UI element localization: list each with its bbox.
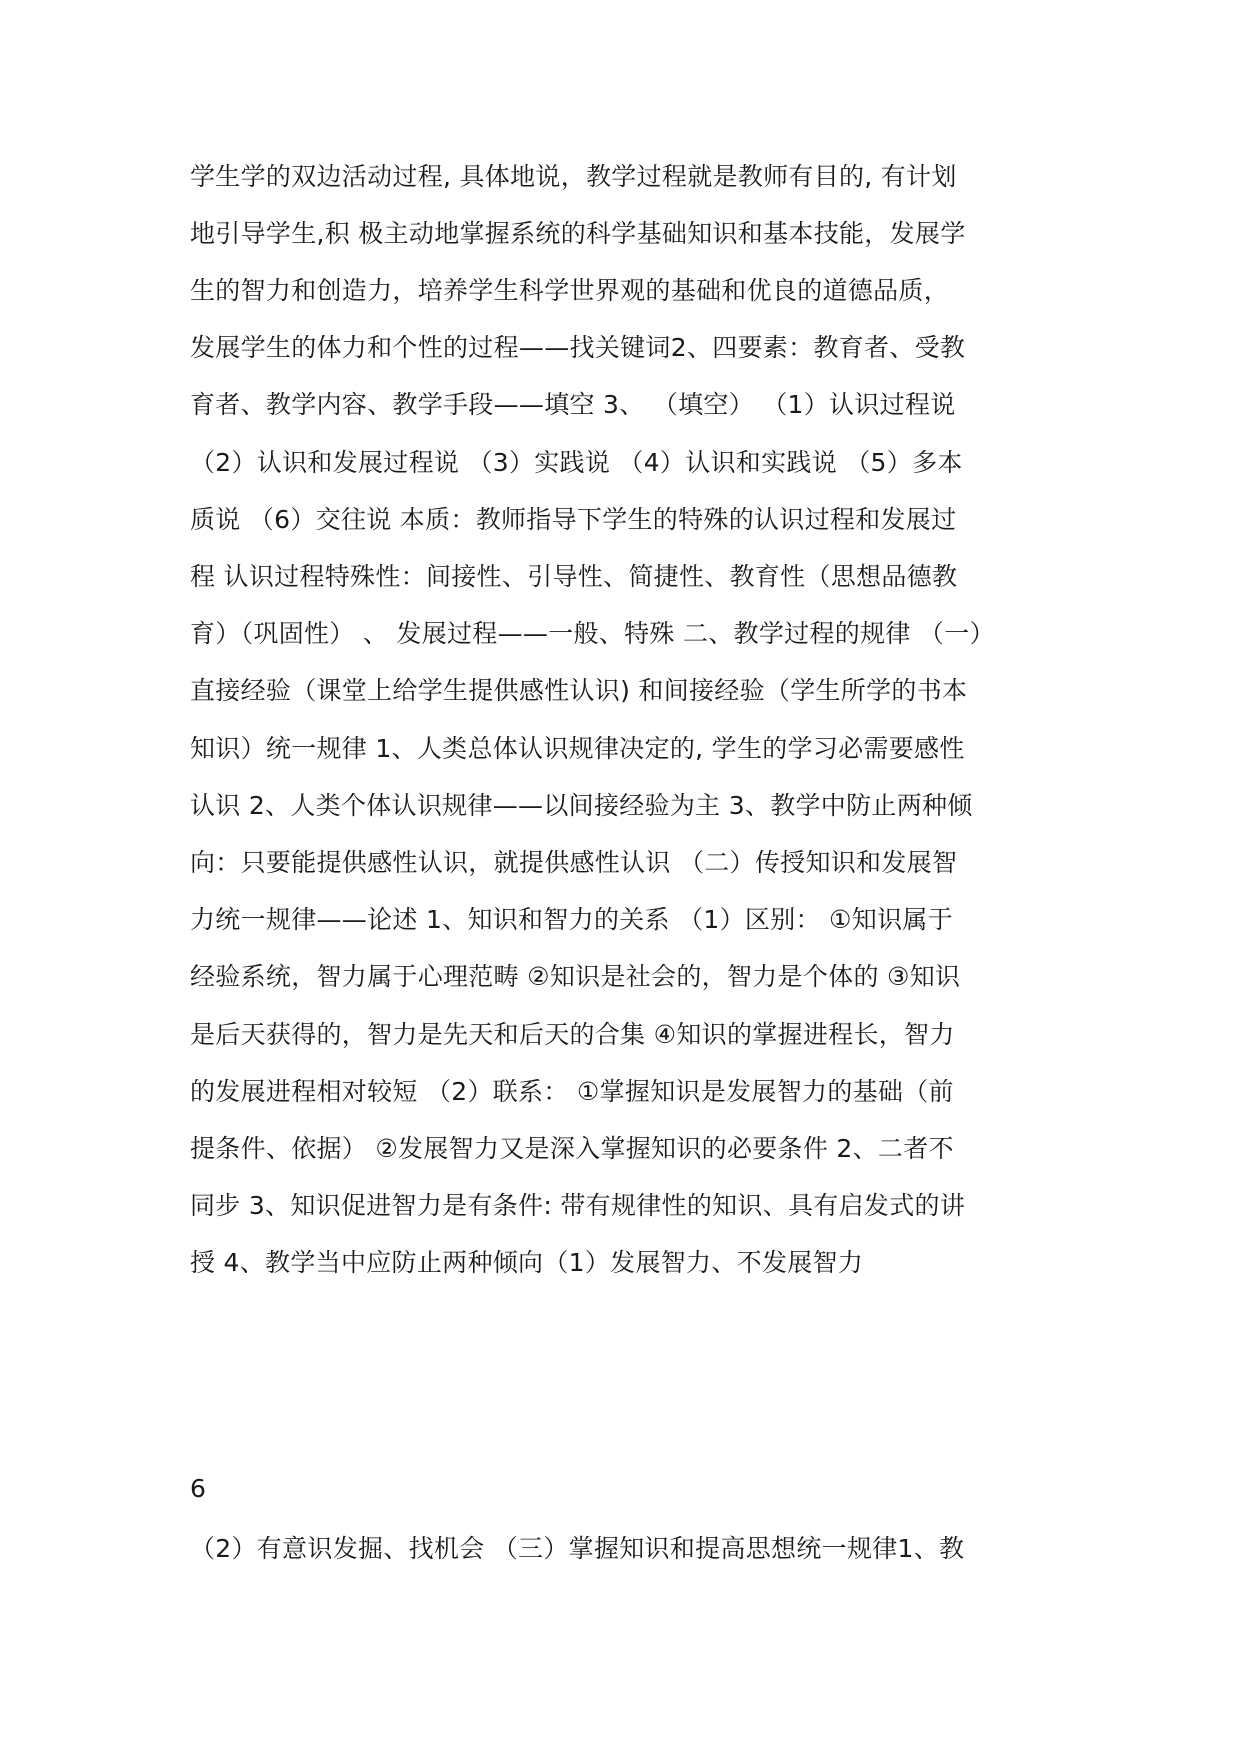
text-line: 同步 3、知识促进智力是有条件: 带有规律性的知识、具有启发式的讲 — [190, 1191, 966, 1220]
text-line: 认识 2、人类个体认识规律——以间接经验为主 3、教学中防止两种倾 — [190, 791, 973, 820]
text-line: 发展学生的体力和个性的过程——找关键词2、四要素：教育者、受教 — [190, 333, 966, 362]
text-line: 的发展进程相对较短 （2）联系： ①掌握知识是发展智力的基础（前 — [190, 1077, 954, 1106]
text-line: 育）（巩固性） 、 发展过程——一般、特殊 二、教学过程的规律 （一） — [190, 619, 995, 648]
text-line: 程 认识过程特殊性：间接性、引导性、简捷性、教育性（思想品德教 — [190, 562, 958, 591]
text-line: 学生学的双边活动过程, 具体地说，教学过程就是教师有目的, 有计划 — [190, 162, 957, 191]
text-line: 育者、教学内容、教学手段——填空 3、 （填空） （1）认识过程说 — [190, 390, 956, 419]
text-line: 授 4、教学当中应防止两种倾向（1）发展智力、不发展智力 — [190, 1248, 864, 1277]
text-line: 知识）统一规律 1、人类总体认识规律决定的, 学生的学习必需要感性 — [190, 734, 965, 763]
text-line: 地引导学生,积 极主动地掌握系统的科学基础知识和基本技能，发展学 — [190, 219, 966, 248]
text-line: 生的智力和创造力，培养学生科学世界观的基础和优良的道德品质， — [190, 276, 950, 305]
text-line: （2）有意识发掘、找机会 （三）掌握知识和提高思想统一规律1、教 — [190, 1534, 965, 1563]
text-line: （2）认识和发展过程说 （3）实践说 （4）认识和实践说 （5）多本 — [190, 448, 963, 477]
text-line: 直接经验（课堂上给学生提供感性认识) 和间接经验（学生所学的书本 — [190, 676, 968, 705]
text-line: 是后天获得的，智力是先天和后天的合集 ④知识的掌握进程长，智力 — [190, 1020, 955, 1049]
page-number: 6 — [190, 1474, 206, 1503]
text-line: 力统一规律——论述 1、知识和智力的关系 （1）区别： ①知识属于 — [190, 905, 953, 934]
text-line: 质说 （6）交往说 本质：教师指导下学生的特殊的认识过程和发展过 — [190, 505, 957, 534]
text-line: 向：只要能提供感性认识，就提供感性认识 （二）传授知识和发展智 — [190, 848, 958, 877]
text-line: 经验系统，智力属于心理范畴 ②知识是社会的，智力是个体的 ③知识 — [190, 962, 961, 991]
text-line: 提条件、依据） ②发展智力又是深入掌握知识的必要条件 2、二者不 — [190, 1134, 954, 1163]
